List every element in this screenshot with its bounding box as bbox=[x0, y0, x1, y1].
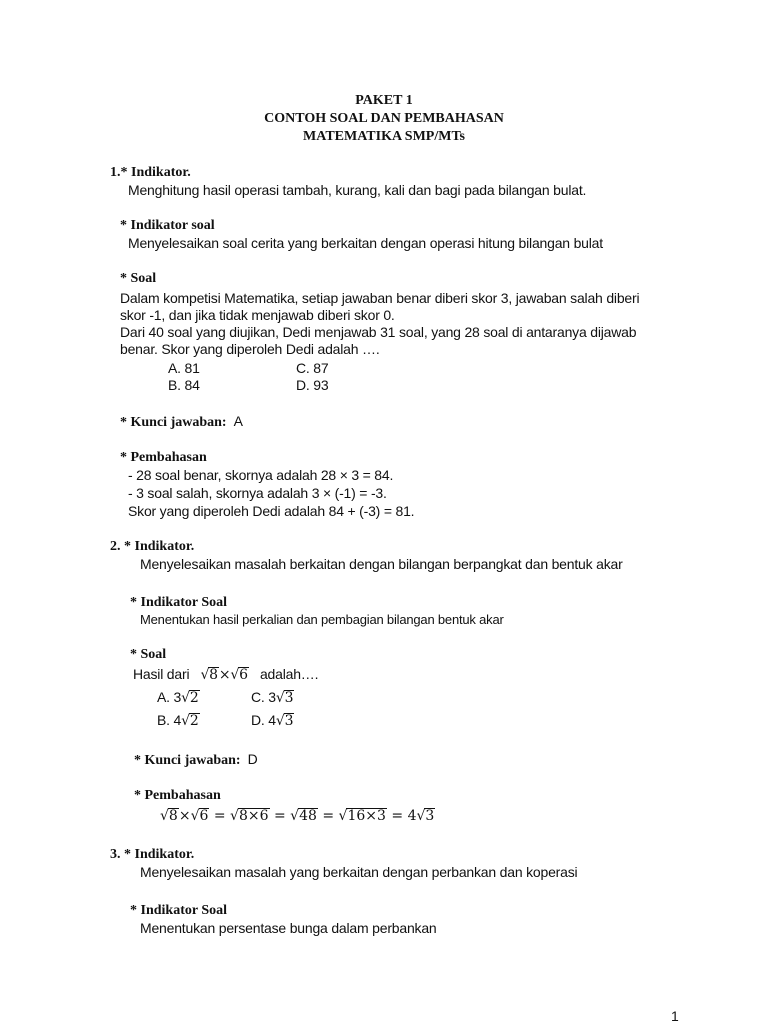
q1-soal-line: benar. Skor yang diperoleh Dedi adalah …. bbox=[120, 341, 380, 357]
page-number: 1 bbox=[671, 1008, 679, 1024]
q1-soal-line: Dari 40 soal yang diujikan, Dedi menjawab 31 soal, yang 28 soal di antaranya dijawab bbox=[120, 324, 637, 340]
q2-soal-line bbox=[133, 666, 318, 684]
q2-kunci bbox=[134, 751, 258, 769]
title-matematika: MATEMATIKA SMP/MTs bbox=[303, 129, 465, 144]
q1-option-b: B. 84 bbox=[168, 377, 200, 393]
q1-pembahasan-label: * Pembahasan bbox=[120, 450, 207, 465]
q3-indikator-soal-label: * Indikator Soal bbox=[130, 903, 227, 918]
q1-kunci-label: * Kunci jawaban: bbox=[120, 415, 227, 430]
title-paket: PAKET 1 bbox=[355, 93, 413, 108]
q2-soal-expression: √8×√6 bbox=[200, 667, 248, 683]
q2-indikator-soal-label: * Indikator Soal bbox=[130, 595, 227, 610]
q1-indikator-soal-text: Menyelesaikan soal cerita yang berkaitan dengan operasi hitung bilangan bulat bbox=[128, 235, 603, 251]
q3-indikator-text: Menyelesaikan masalah yang berkaitan dengan perbankan dan koperasi bbox=[140, 864, 578, 880]
q1-soal-label: * Soal bbox=[120, 271, 157, 286]
q1-pembahasan-line: Skor yang diperoleh Dedi adalah 84 + (-3) = 81. bbox=[128, 503, 415, 519]
q2-soal-suffix: adalah…. bbox=[259, 666, 319, 682]
q2-pembahasan-formula: √8×√6 = √8×6 = √48 = √16×3 = 4√3 bbox=[160, 808, 435, 824]
q1-kunci-value: A bbox=[233, 413, 243, 429]
q1-kunci bbox=[120, 413, 243, 431]
q1-option-d: D. 93 bbox=[296, 377, 329, 393]
q2-option-d: D. 4√3 bbox=[251, 712, 294, 729]
q2-soal-label: * Soal bbox=[130, 647, 167, 662]
q2-soal-prefix: Hasil dari bbox=[133, 666, 190, 682]
q1-pembahasan-line: - 28 soal benar, skornya adalah 28 × 3 = 84. bbox=[128, 467, 394, 483]
q2-option-b: B. 4√2 bbox=[157, 712, 199, 729]
q1-indikator-text: Menghitung hasil operasi tambah, kurang, kali dan bagi pada bilangan bulat. bbox=[128, 182, 587, 198]
q1-pembahasan-line: - 3 soal salah, skornya adalah 3 × (-1) = -3. bbox=[128, 485, 387, 501]
q3-indikator-soal-text: Menentukan persentase bunga dalam perbankan bbox=[140, 920, 437, 936]
q2-indikator-label: 2. * Indikator. bbox=[110, 539, 195, 554]
q1-indikator-soal-label: * Indikator soal bbox=[120, 218, 215, 233]
q3-indikator-label: 3. * Indikator. bbox=[110, 847, 195, 862]
q2-pembahasan-label: * Pembahasan bbox=[134, 788, 221, 803]
q2-option-a: A. 3√2 bbox=[157, 689, 199, 706]
q1-indikator-label: 1.* Indikator. bbox=[110, 165, 191, 180]
q2-kunci-label: * Kunci jawaban: bbox=[134, 753, 241, 768]
q1-soal-line: Dalam kompetisi Matematika, setiap jawaban benar diberi skor 3, jawaban salah diberi bbox=[120, 290, 640, 306]
q2-kunci-value: D bbox=[247, 751, 258, 767]
title-contoh-soal: CONTOH SOAL DAN PEMBAHASAN bbox=[264, 111, 504, 126]
q2-option-c: C. 3√3 bbox=[251, 689, 294, 706]
q2-indikator-soal-text: Menentukan hasil perkalian dan pembagian bilangan bentuk akar bbox=[140, 612, 504, 627]
q1-soal-line: skor -1, dan jika tidak menjawab diberi skor 0. bbox=[120, 307, 395, 323]
q1-option-a: A. 81 bbox=[168, 360, 200, 376]
q2-indikator-text: Menyelesaikan masalah berkaitan dengan bilangan berpangkat dan bentuk akar bbox=[140, 556, 623, 572]
q1-option-c: C. 87 bbox=[296, 360, 329, 376]
